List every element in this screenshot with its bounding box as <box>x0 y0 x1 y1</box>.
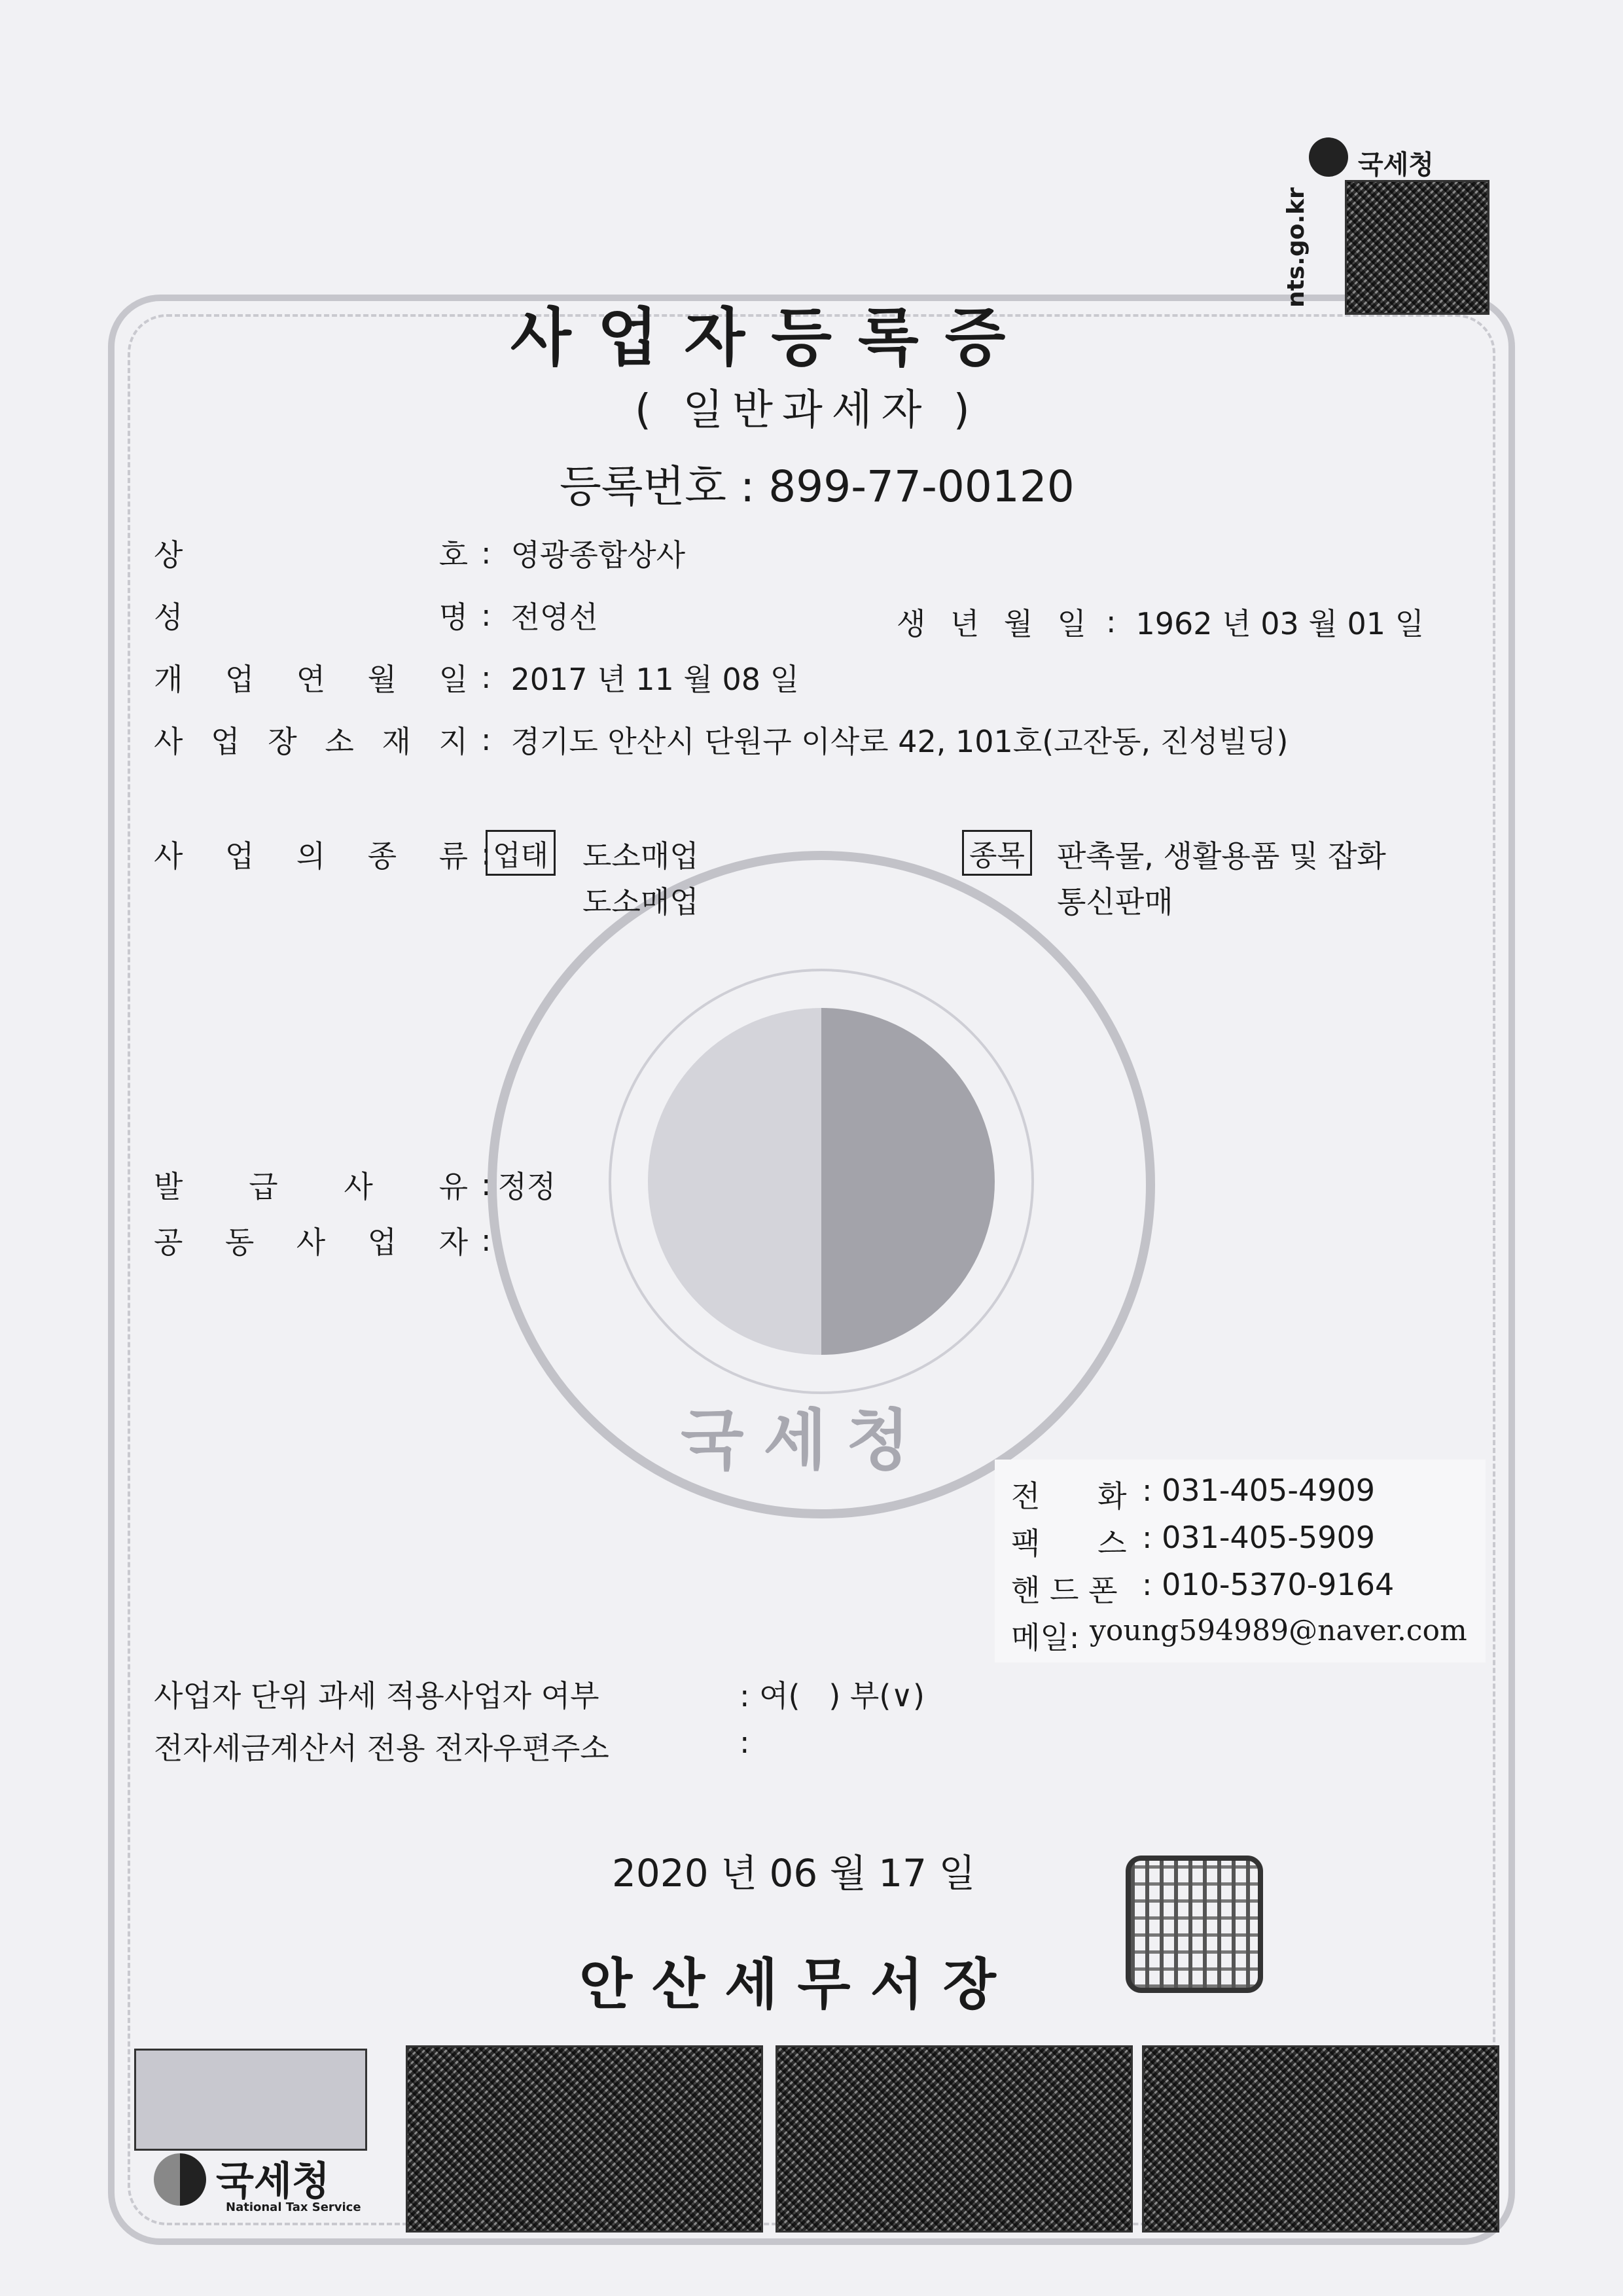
nts-footer-stamp <box>134 2049 367 2151</box>
top-qr-code <box>1345 180 1489 315</box>
field-issue-reason: 발 급 사 유 : 정정 <box>154 1163 556 1206</box>
field-label: 상 호 <box>154 537 468 573</box>
mobile-value: : 010-5370-9164 <box>1142 1567 1395 1602</box>
address-value: 경기도 안산시 단원구 이삭로 42, 101호(고잔동, 진성빌딩) <box>510 724 1289 759</box>
nts-mascot-icon <box>1309 137 1348 177</box>
opening-date-value: 2017 년 11 월 08 일 <box>510 662 800 697</box>
field-birth: 생 년 월 일 : 1962 년 03 월 01 일 <box>897 600 1424 643</box>
field-co-owner: 공 동 사 업 자 : <box>154 1219 511 1262</box>
item-2: 통신판매 <box>1057 884 1173 920</box>
email-label: 메일: <box>1011 1620 1080 1655</box>
fax-value: : 031-405-5909 <box>1142 1520 1375 1555</box>
field-name: 성 명 : 전영선 <box>154 594 598 637</box>
issue-reason-value: 정정 <box>497 1169 556 1204</box>
item-tag: 종목 <box>962 830 1032 876</box>
registration-value: 899-77-00120 <box>768 461 1075 512</box>
issue-date: 2020 년 06 월 17 일 <box>612 1851 976 1895</box>
mobile-label: 핸 드 폰 <box>1011 1573 1118 1608</box>
field-business-type: 사 업 의 종 류 : <box>154 833 491 876</box>
phone-value: : 031-405-4909 <box>1142 1473 1375 1508</box>
phone-label: 전 화 <box>1011 1479 1127 1514</box>
e-invoice-label: 전자세금계산서 전용 전자우편주소 <box>154 1731 609 1766</box>
footer-barcode-1 <box>406 2045 763 2233</box>
category-2: 도소매업 <box>582 884 699 920</box>
footer-agency-en: National Tax Service <box>226 2200 361 2214</box>
fax-label: 팩 스 <box>1011 1526 1127 1561</box>
field-label: 성 명 <box>154 600 468 635</box>
field-label: 생 년 월 일 <box>897 606 1086 641</box>
certificate-subtitle: ( 일반과세자 ) <box>635 386 979 435</box>
field-label: 사 업 장 소 재 지 <box>154 724 468 759</box>
certificate-title: 사업자등록증 <box>510 301 1032 374</box>
field-label: 발 급 사 유 <box>154 1169 468 1204</box>
nts-corner-agency: 국세청 <box>1358 150 1434 180</box>
field-address: 사 업 장 소 재 지 : 경기도 안산시 단원구 이삭로 42, 101호(고잔동, 진성빌딩) <box>154 718 1288 761</box>
footer-agency-ko: 국세청 <box>216 2159 330 2204</box>
issuer-name: 안산세무서장 <box>579 1952 1016 2017</box>
field-label: 사 업 의 종 류 <box>154 838 468 874</box>
unit-tax-value: : 여( ) 부(∨) <box>740 1678 925 1713</box>
unit-tax-label: 사업자 단위 과세 적용사업자 여부 <box>154 1678 599 1713</box>
name-value: 전영선 <box>510 600 598 635</box>
official-stamp-icon <box>1126 1856 1263 1993</box>
taegeuk-icon <box>648 1008 995 1355</box>
birth-value: 1962 년 03 월 01 일 <box>1135 606 1425 641</box>
field-opening-date: 개 업 연 월 일 : 2017 년 11 월 08 일 <box>154 656 799 699</box>
footer-barcode-2 <box>776 2045 1133 2233</box>
seal-center-text: 국세청 <box>681 1402 929 1479</box>
nts-logo-icon <box>154 2153 206 2206</box>
category-1: 도소매업 <box>582 838 699 874</box>
field-trade-name: 상 호 : 영광종합상사 <box>154 531 685 575</box>
footer-barcode-3 <box>1142 2045 1499 2233</box>
nts-site-text: nts.go.kr <box>1283 187 1310 308</box>
field-label: 개 업 연 월 일 <box>154 662 468 697</box>
category-tag: 업태 <box>486 830 556 876</box>
email-value: young594989@naver.com <box>1090 1614 1467 1647</box>
trade-name-value: 영광종합상사 <box>510 537 686 573</box>
registration-label: 등록번호 : <box>560 461 755 512</box>
e-invoice-value: : <box>740 1725 750 1760</box>
registration-number <box>560 452 1075 514</box>
field-label: 공 동 사 업 자 <box>154 1225 468 1260</box>
item-1: 판촉물, 생활용품 및 잡화 <box>1057 838 1386 874</box>
